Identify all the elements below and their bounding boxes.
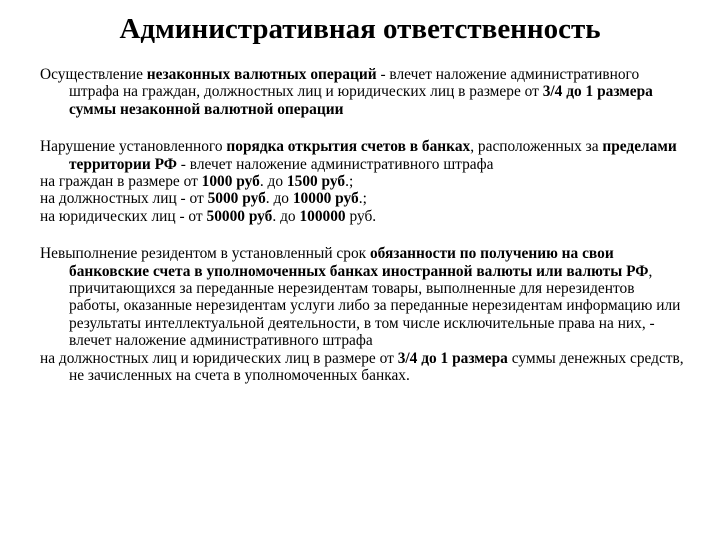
text-run: суммы денежных средств, не зачисленных на счета в уполномоченных банках. — [69, 349, 684, 385]
emphasis-run: незаконных валютных операций — [146, 66, 377, 83]
slide-title: Административная ответственность — [119, 13, 601, 45]
text-run: Осуществление — [40, 66, 147, 83]
paragraph-gap — [40, 118, 688, 138]
text-run: - влечет наложение административного штрафа — [176, 155, 494, 173]
emphasis-run: 100000 — [299, 207, 346, 225]
emphasis-run: 1000 руб — [201, 173, 260, 191]
text-run: , причитающихся за переданные нерезидентам товары, выполненные для нерезидентов работы, оказанные нерезидентам услуги либо за переданные нерезидентам информацию или результаты интеллектуальной деятельности, в том числе исключительные права на них, - влечет наложение административного штрафа — [69, 262, 681, 350]
fine-line-legal-entities — [40, 208, 688, 225]
text-run: - влечет наложение административного штрафа на граждан, должностных лиц и юридических лиц в размере от — [69, 66, 640, 101]
paragraph-illegal-currency-operations — [40, 66, 688, 118]
text-run: Невыполнение резидентом в установленный срок — [40, 245, 370, 263]
fine-line-officials — [40, 190, 688, 207]
fine-line-citizens — [40, 173, 688, 190]
emphasis-run: 5000 руб — [207, 190, 266, 208]
emphasis-run: пределами территории РФ — [69, 138, 677, 173]
emphasis-run: 3/4 до 1 размера — [397, 349, 508, 367]
text-run: Нарушение установленного — [40, 138, 227, 156]
paragraph-gap — [40, 225, 688, 245]
text-run: . до — [265, 190, 293, 208]
text-run: . до — [272, 207, 300, 225]
emphasis-run: 50000 руб — [206, 207, 273, 225]
slide-body — [40, 66, 688, 385]
paragraph-repatriation-obligation — [40, 245, 688, 349]
emphasis-run: 1500 руб — [286, 173, 346, 191]
text-run: на должностных лиц и юридических лиц в размере от — [40, 349, 398, 367]
paragraph-account-opening-violation — [40, 138, 688, 173]
text-run: . до — [259, 173, 287, 191]
emphasis-run: порядка открытия счетов в банках — [226, 138, 471, 156]
emphasis-run: обязанности по получению на свои банковские счета в уполномоченных банках иностранной валюты или валюты РФ — [69, 245, 649, 280]
emphasis-run: 10000 руб — [292, 190, 359, 208]
emphasis-run: 3/4 до 1 размера суммы незаконной валютной операции — [69, 83, 653, 118]
fine-line-officials-and-legal-entities — [40, 350, 688, 385]
text-run: .; — [345, 173, 354, 191]
text-run: на юридических лиц - от — [40, 207, 207, 225]
text-run: на должностных лиц - от — [40, 190, 208, 208]
text-run: на граждан в размере от — [40, 173, 202, 191]
text-run: .; — [358, 190, 367, 208]
text-run: , расположенных за — [470, 138, 603, 156]
text-run: руб. — [345, 207, 377, 225]
